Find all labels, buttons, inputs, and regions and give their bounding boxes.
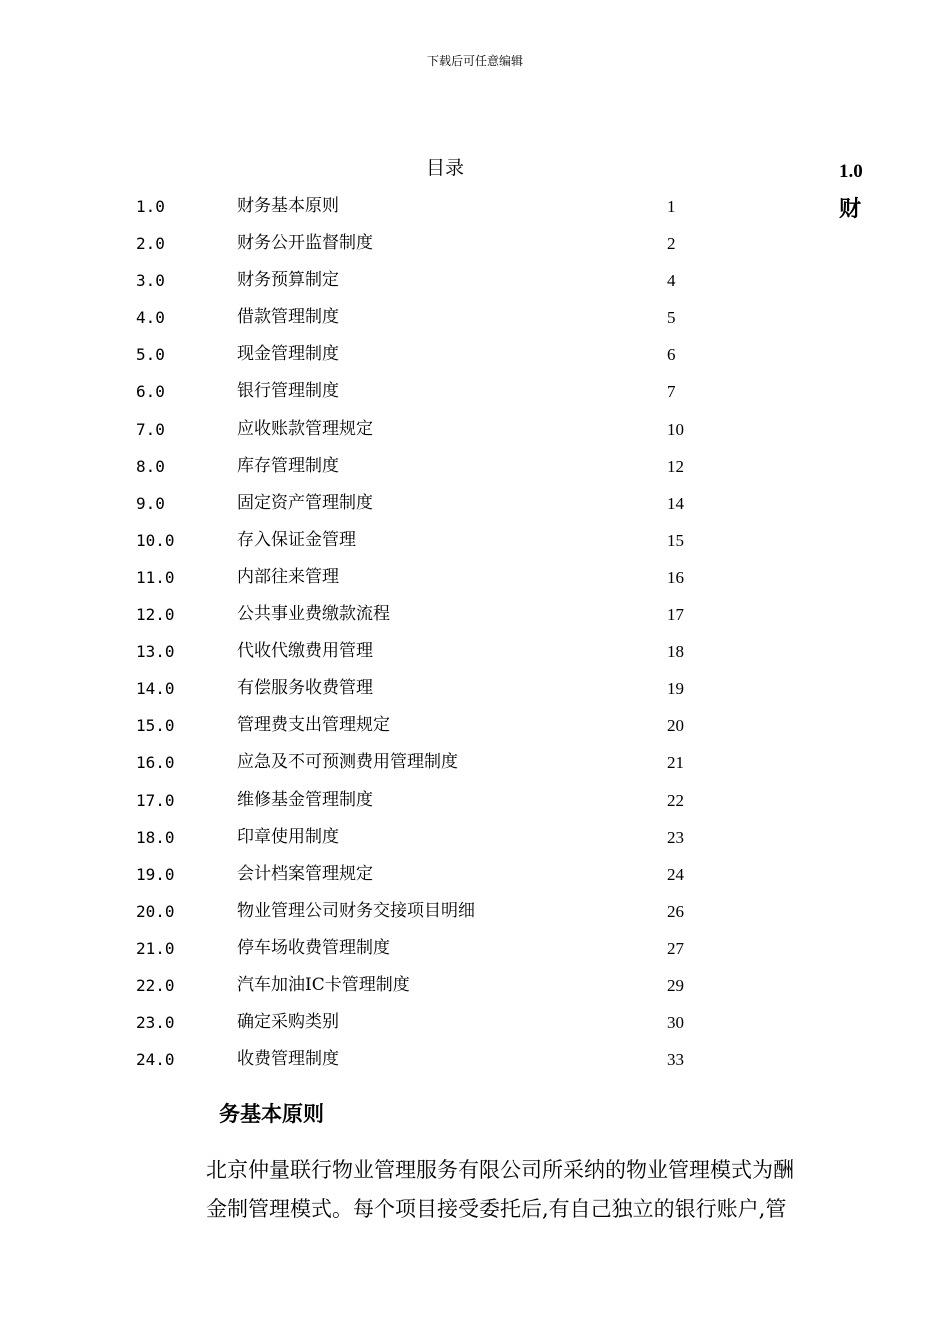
toc-entry[interactable] <box>136 893 696 930</box>
toc-entry-label: 确定采购类别 <box>237 1012 339 1033</box>
toc-entry-number: 11.0 <box>136 567 175 587</box>
toc-title: 目录 <box>426 157 465 179</box>
toc-entry-label: 停车场收费管理制度 <box>237 937 390 958</box>
toc-entry-page: 2 <box>667 234 676 254</box>
toc-entry-number: 9.0 <box>136 493 165 513</box>
toc-entry[interactable] <box>136 411 696 448</box>
toc-entry[interactable] <box>136 1004 696 1041</box>
toc-entry-label: 银行管理制度 <box>237 381 339 402</box>
toc-entry[interactable] <box>136 225 696 262</box>
toc-entry[interactable] <box>136 633 696 670</box>
toc-entry[interactable] <box>136 856 696 893</box>
toc-entry[interactable] <box>136 707 696 744</box>
toc-entry-number: 4.0 <box>136 308 165 328</box>
toc-entry-page: 1 <box>667 197 676 216</box>
toc-entry[interactable] <box>136 188 696 225</box>
toc-entry-number: 17.0 <box>136 790 175 810</box>
table-of-contents <box>136 188 696 1078</box>
toc-entry-number: 24.0 <box>136 1050 175 1070</box>
toc-entry-number: 6.0 <box>136 382 165 402</box>
toc-entry-label: 应收账款管理规定 <box>237 418 373 439</box>
toc-entry-number: 21.0 <box>136 938 175 958</box>
toc-entry-label: 存入保证金管理 <box>237 529 356 550</box>
toc-entry[interactable] <box>136 930 696 967</box>
section-title-first-char: 财 <box>839 197 862 222</box>
toc-entry-number: 12.0 <box>136 605 175 625</box>
toc-entry-page: 16 <box>667 567 684 587</box>
toc-entry-number: 16.0 <box>136 753 175 773</box>
toc-entry-number: 23.0 <box>136 1013 175 1033</box>
toc-entry[interactable] <box>136 819 696 856</box>
toc-entry-number: 13.0 <box>136 642 175 662</box>
toc-entry-label: 物业管理公司财务交接项目明细 <box>237 900 475 921</box>
toc-entry-page: 21 <box>667 753 684 773</box>
toc-entry-page: 7 <box>667 382 676 402</box>
toc-entry-page: 14 <box>667 493 684 513</box>
toc-entry-label: 印章使用制度 <box>237 826 339 847</box>
toc-entry[interactable] <box>136 967 696 1004</box>
toc-entry-label: 库存管理制度 <box>237 455 339 476</box>
toc-entry[interactable] <box>136 299 696 336</box>
toc-entry-number: 15.0 <box>136 716 175 736</box>
toc-entry-label: 借款管理制度 <box>237 307 339 328</box>
toc-entry[interactable] <box>136 559 696 596</box>
section-number: 1.0 <box>839 161 863 182</box>
body-line: 北京仲量联行物业管理服务有限公司所采纳的物业管理模式为酬 <box>206 1158 794 1182</box>
toc-entry[interactable] <box>136 744 696 781</box>
toc-entry-page: 12 <box>667 456 684 476</box>
toc-entry-label: 会计档案管理规定 <box>237 863 373 884</box>
toc-entry-label: 现金管理制度 <box>237 344 339 365</box>
toc-entry[interactable] <box>136 373 696 410</box>
toc-entry-label: 汽车加油IC卡管理制度 <box>237 974 410 995</box>
section-title: 务基本原则 <box>219 1102 324 1126</box>
toc-entry-page: 29 <box>667 975 684 995</box>
toc-entry-number: 8.0 <box>136 456 165 476</box>
toc-entry[interactable] <box>136 782 696 819</box>
toc-entry-page: 27 <box>667 938 684 958</box>
toc-entry-number: 1.0 <box>136 197 165 216</box>
toc-entry-page: 10 <box>667 419 684 439</box>
toc-entry-page: 17 <box>667 605 684 625</box>
toc-entry-number: 18.0 <box>136 827 175 847</box>
toc-entry-label: 收费管理制度 <box>237 1049 339 1070</box>
toc-entry-label: 管理费支出管理规定 <box>237 715 390 736</box>
toc-entry-number: 7.0 <box>136 419 165 439</box>
toc-entry-number: 10.0 <box>136 530 175 550</box>
toc-entry[interactable] <box>136 336 696 373</box>
toc-entry[interactable] <box>136 670 696 707</box>
toc-entry-number: 3.0 <box>136 271 165 291</box>
toc-entry-page: 6 <box>667 345 676 365</box>
toc-entry-page: 4 <box>667 271 676 291</box>
toc-entry-page: 30 <box>667 1013 684 1033</box>
toc-entry-page: 23 <box>667 827 684 847</box>
toc-entry-page: 19 <box>667 679 684 699</box>
toc-entry-label: 财务公开监督制度 <box>237 233 373 254</box>
toc-entry-page: 22 <box>667 790 684 810</box>
toc-entry-page: 18 <box>667 642 684 662</box>
toc-entry-page: 24 <box>667 864 684 884</box>
toc-entry-label: 公共事业费缴款流程 <box>237 604 390 625</box>
toc-entry-label: 代收代缴费用管理 <box>237 641 373 662</box>
toc-entry-page: 26 <box>667 901 684 921</box>
toc-entry-label: 内部往来管理 <box>237 566 339 587</box>
toc-entry-number: 2.0 <box>136 234 165 254</box>
toc-entry-number: 20.0 <box>136 901 175 921</box>
toc-entry-page: 15 <box>667 530 684 550</box>
toc-entry[interactable] <box>136 522 696 559</box>
toc-entry-page: 33 <box>667 1050 684 1070</box>
toc-entry-page: 5 <box>667 308 676 328</box>
toc-entry-number: 14.0 <box>136 679 175 699</box>
body-line: 金制管理模式。每个项目接受委托后,有自己独立的银行账户,管 <box>206 1197 787 1221</box>
toc-entry[interactable] <box>136 262 696 299</box>
page-header-note: 下载后可任意编辑 <box>426 54 523 68</box>
toc-entry-number: 19.0 <box>136 864 175 884</box>
toc-entry[interactable] <box>136 1041 696 1078</box>
toc-entry-page: 20 <box>667 716 684 736</box>
toc-entry-label: 财务预算制定 <box>237 270 339 291</box>
toc-entry-label: 维修基金管理制度 <box>237 789 373 810</box>
toc-entry-label: 应急及不可预测费用管理制度 <box>237 752 458 773</box>
toc-entry-number: 22.0 <box>136 975 175 995</box>
toc-entry-number: 5.0 <box>136 345 165 365</box>
section-body <box>206 1151 856 1229</box>
toc-entry[interactable] <box>136 596 696 633</box>
toc-entry-label: 财务基本原则 <box>237 196 339 216</box>
toc-entry-label: 固定资产管理制度 <box>237 492 373 513</box>
toc-entry-label: 有偿服务收费管理 <box>237 678 373 699</box>
toc-entry[interactable] <box>136 448 696 485</box>
toc-entry[interactable] <box>136 485 696 522</box>
